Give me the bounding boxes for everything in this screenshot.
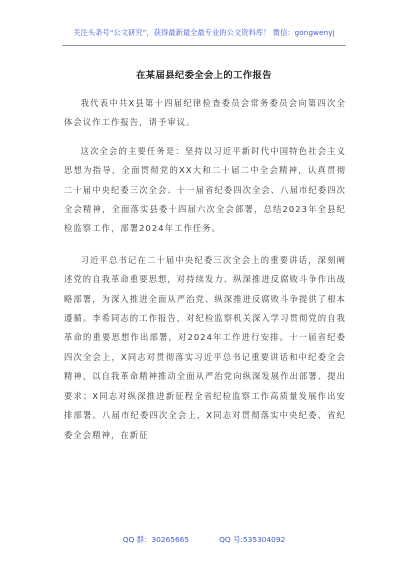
header-divider [62,45,346,46]
paragraph-2: 这次全会的主要任务是：坚持以习近平新时代中国特色社会主义思想为指导，全面贯彻党的XX大和二十届二中全会精神，认真贯彻二十届中央纪委三次全会、十一届省纪委四次全会、八届市纪委四次全会精神，全面落实县委十四届六次全会部署，总结2023年全县纪检监察工作，部署2024年工作任务。 [64,145,346,234]
footer-qq-group: QQ 群：30265665 [122,535,190,544]
footer-qq-number: QQ 号:535304092 [219,535,286,544]
paragraph-1: 我代表中共X县第十四届纪律检查委员会常务委员会向第四次全体会议作工作报告，请予审议。 [64,98,346,128]
header-promo-note: 关注头条号“公文研究”，获得最新最全最专业的公文资料库！ 微信：gongwenyj [73,28,335,37]
document-title: 在某届县纪委全会上的工作报告 [136,70,272,81]
paragraph-3: 习近平总书记在二十届中央纪委三次全会上的重要讲话，深刻阐述党的自我革命重要思想，对持续发力、纵深推进反腐败斗争作出战略部署，为深入推进全面从严治党、纵深推进反腐败斗争提供了根本遵循。李希同志的工作报告，对纪检监察机关深入学习贯彻党的自我革命的重要思想作出部署，对2024年工作进行安排。十一届省纪委四次全会上，X同志对贯彻落实习近平总书记重要讲话和中纪委全会精神，以自我革命精神推动全面从严治党向纵深发展作出部署、提出要求；X同志对纵深推进新征程全省纪检监察工作高质量发展作出安排部署。八届市纪委四次全会上，X同志对贯彻落实中央纪委、省纪委全会精神，在新征 [64,254,346,440]
document-body [64,94,346,454]
footer-contact [0,534,408,545]
